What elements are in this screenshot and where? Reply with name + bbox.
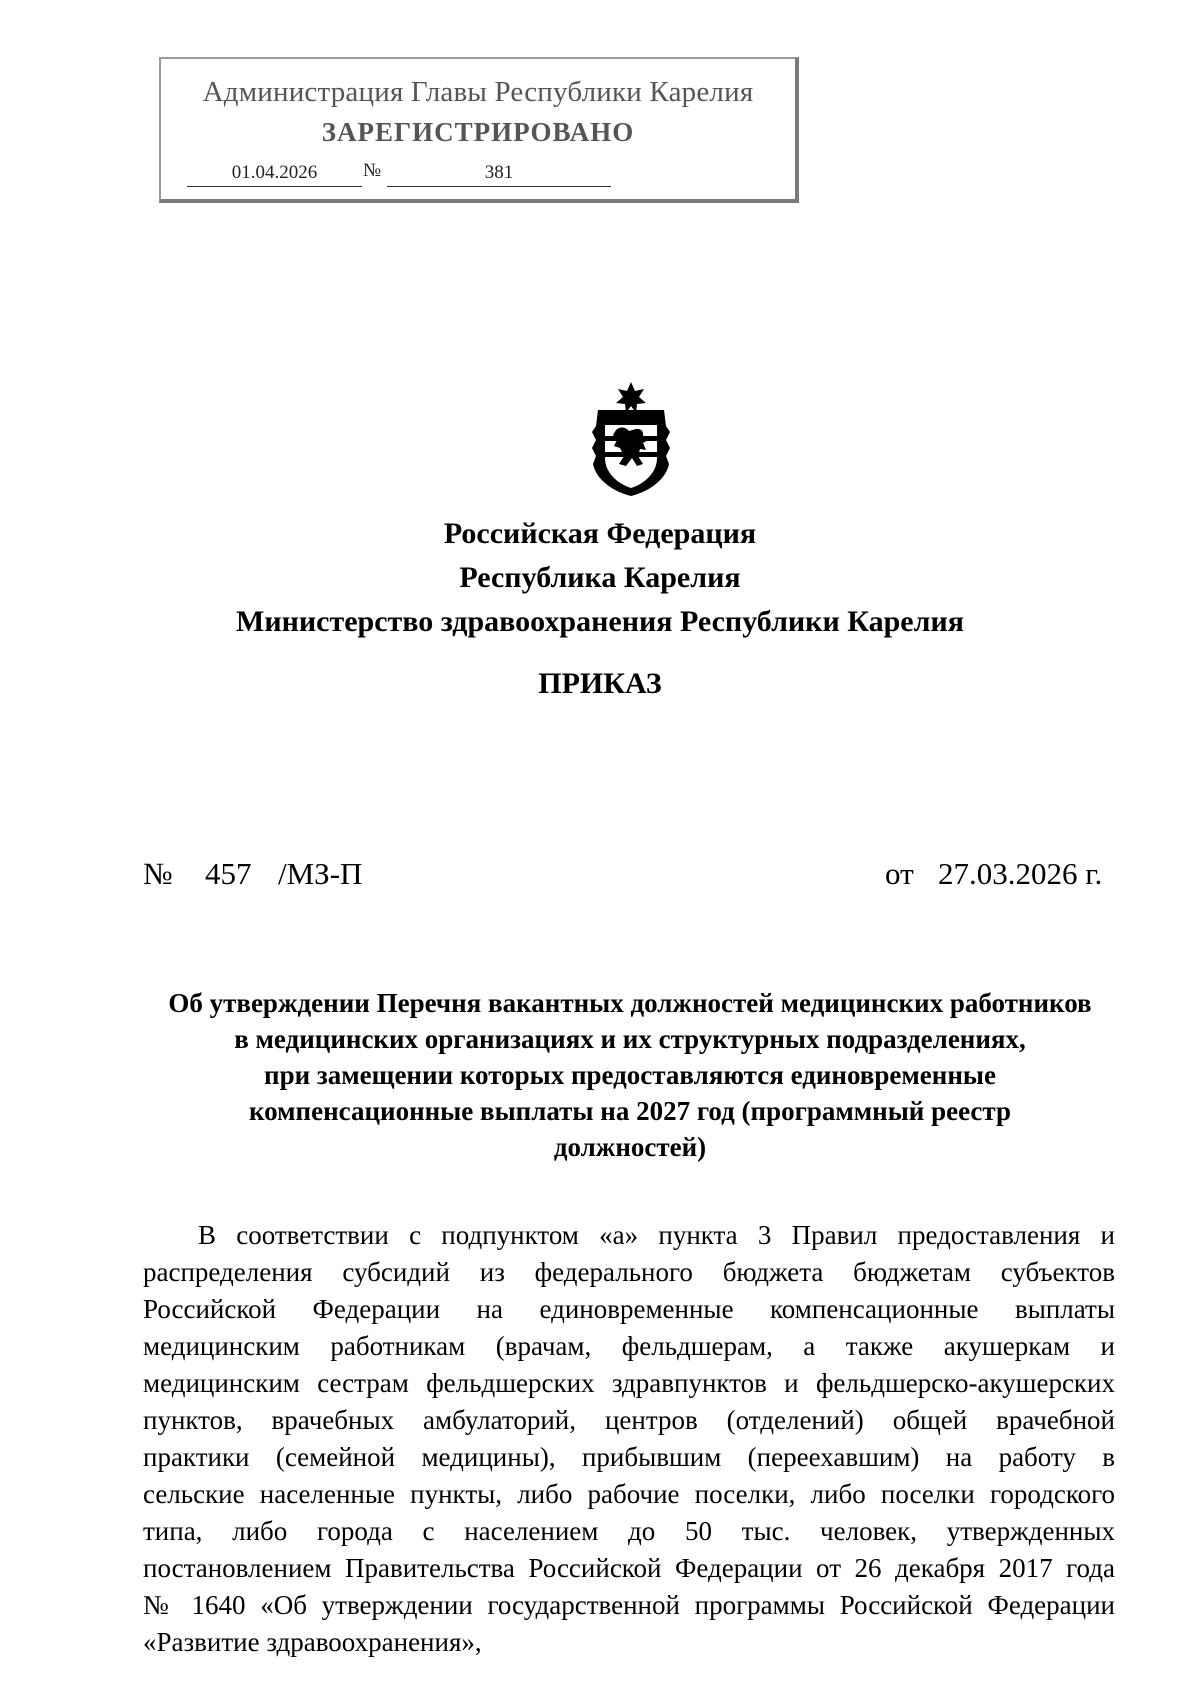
- header-federation: Российская Федерация: [443, 517, 757, 550]
- star-icon: [616, 382, 646, 413]
- order-number: 457: [205, 856, 252, 891]
- order-number-suffix: /МЗ-П: [278, 856, 363, 891]
- body-line: типа, либо города с населением до 50 тыс. человек, утвержденных: [143, 1516, 1115, 1546]
- body-line: медицинским сестрам фельдшерских здравпунктов и фельдшерско-акушерских: [143, 1368, 1115, 1398]
- header-ministry: Министерство здравоохранения Республики Карелия: [236, 605, 964, 638]
- title-line: при замещении которых предоставляются единовременные: [264, 1060, 996, 1090]
- title-line: компенсационные выплаты на 2027 год (программный реестр: [248, 1096, 1012, 1126]
- body-line: «Развитие здравоохранения»,: [143, 1627, 482, 1657]
- body-line: практики (семейной медицины), прибывшим (переехавшим) на работу в: [143, 1442, 1115, 1472]
- body-line: Российской Федерации на единовременные компенсационные выплаты: [143, 1294, 1115, 1324]
- body-line: постановлением Правительства Российской Федерации от 26 декабря 2017 года: [143, 1553, 1115, 1583]
- document-title: [140, 985, 1120, 1165]
- registration-stamp: [159, 57, 799, 203]
- body-line: № 1640 «Об утверждении государственной программы Российской Федерации: [143, 1590, 1115, 1620]
- body-line: В соответствии с подпунктом «а» пункта 3 Правил предоставления и: [198, 1220, 1115, 1250]
- order-number-label: №: [143, 856, 173, 891]
- body-paragraph: [143, 1217, 1115, 1661]
- stamp-authority: Администрация Главы Республики Карелия: [202, 76, 754, 108]
- title-line: в медицинских организациях и их структурных подразделениях,: [234, 1024, 1026, 1054]
- body-line: распределения субсидий из федерального бюджета бюджетам субъектов: [143, 1257, 1115, 1287]
- document-type: ПРИКАЗ: [538, 667, 662, 700]
- body-line: пунктов, врачебных амбулаторий, центров (отделений) общей врачебной: [143, 1405, 1115, 1435]
- order-date: 27.03.2026 г.: [938, 856, 1103, 891]
- stamp-number-sign: №: [363, 160, 382, 181]
- stamp-number: 381: [387, 162, 611, 187]
- stamp-status: ЗАРЕГИСТРИРОВАНО: [321, 117, 635, 147]
- stamp-date: 01.04.2026: [187, 162, 362, 187]
- title-line: Об утверждении Перечня вакантных должностей медицинских работников: [168, 988, 1092, 1018]
- header-republic: Республика Карелия: [459, 561, 741, 594]
- coat-of-arms-emblem: [586, 380, 676, 498]
- title-line: должностей): [553, 1132, 707, 1162]
- body-line: сельские населенные пункты, либо рабочие поселки, либо поселки городского: [143, 1479, 1115, 1509]
- order-date-label: от: [885, 856, 914, 891]
- body-line: медицинским работникам (врачам, фельдшерам, а также акушеркам и: [143, 1331, 1115, 1361]
